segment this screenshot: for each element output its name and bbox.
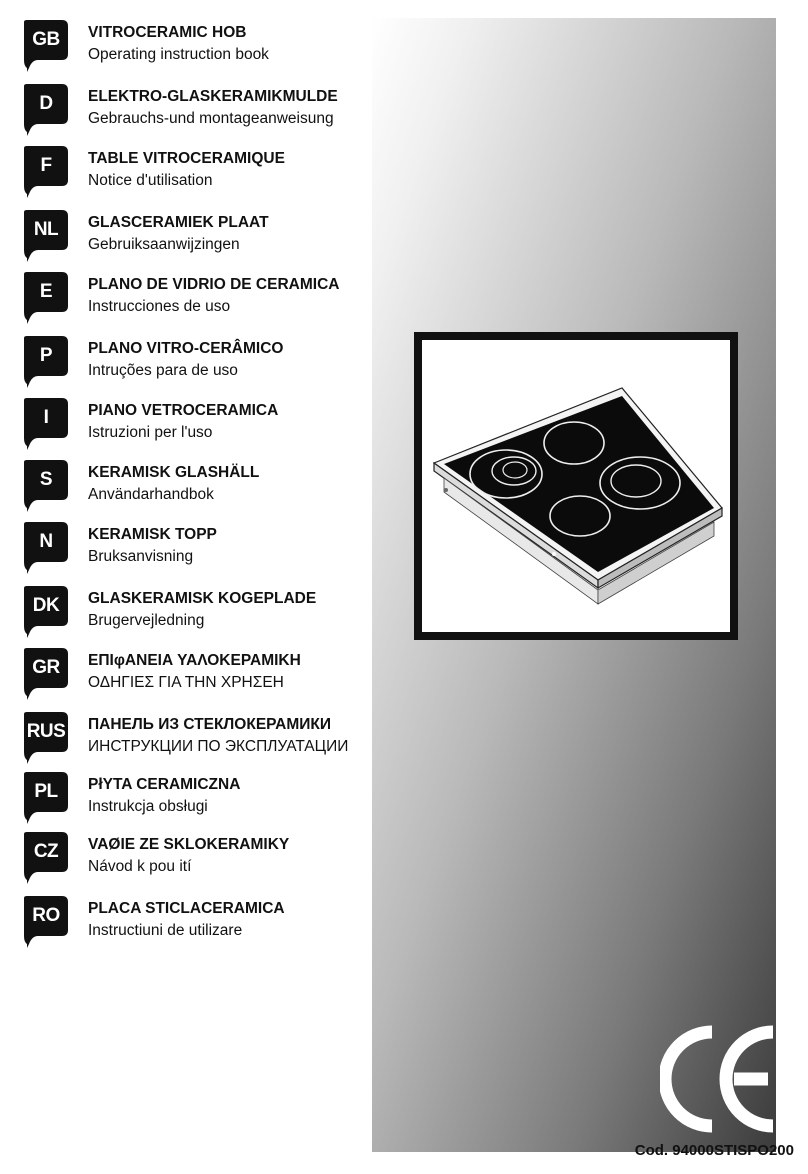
language-subtitle: Instrucciones de uso — [88, 298, 231, 315]
language-tab — [24, 336, 70, 382]
language-entry-e — [24, 270, 384, 326]
language-entry-f — [24, 144, 384, 200]
language-subtitle: ΟΔΗΓΙΕΣ ΓΙΑ ΤΗΝ ΧΡΗΣΕΗ — [88, 674, 284, 691]
language-subtitle: ИНСТРУКЦИИ ПО ЭКСПЛУАТАЦИИ — [88, 738, 349, 755]
language-code: DK — [32, 595, 60, 616]
language-title: ELEKTRO-GLASKERAMIKMULDE — [88, 88, 338, 105]
language-code: GB — [32, 29, 60, 50]
language-entry-nl — [24, 208, 384, 264]
language-subtitle: Gebrauchs-und montageanweisung — [88, 110, 334, 127]
language-subtitle: Notice d'utilisation — [88, 172, 213, 189]
language-title: GLASKERAMISK KOGEPLADE — [88, 590, 317, 607]
product-image — [422, 340, 730, 632]
language-tab — [24, 84, 70, 130]
language-subtitle: Gebruiksaanwijzingen — [88, 236, 240, 253]
language-title: GLASCERAMIEK PLAAT — [88, 214, 269, 231]
language-code: F — [40, 155, 52, 176]
language-code: RO — [32, 905, 60, 926]
language-subtitle: Návod k pou ití — [88, 858, 192, 875]
language-code: RUS — [26, 721, 66, 742]
language-tab — [24, 398, 70, 444]
language-entry-pl — [24, 770, 384, 826]
language-subtitle: Instrukcja obsługi — [88, 798, 208, 815]
language-code: PL — [34, 781, 58, 802]
language-title: PLANO DE VIDRIO DE CERAMICA — [88, 276, 340, 293]
language-tab — [24, 648, 70, 694]
language-entry-gb — [24, 18, 384, 74]
language-tab — [24, 460, 70, 506]
language-title: TABLE VITROCERAMIQUE — [88, 150, 285, 167]
language-entry-dk — [24, 584, 384, 640]
language-code: I — [43, 407, 49, 428]
language-tab — [24, 210, 70, 256]
ce-mark-icon — [660, 1024, 780, 1134]
language-entry-n — [24, 520, 384, 576]
language-tab — [24, 20, 70, 66]
language-title: PLANO VITRO-CERÂMICO — [88, 340, 284, 357]
language-entry-p — [24, 334, 384, 390]
language-subtitle: Istruzioni per l'uso — [88, 424, 213, 441]
language-title: KERAMISK TOPP — [88, 526, 217, 543]
language-entry-s — [24, 458, 384, 514]
language-entry-ro — [24, 894, 384, 950]
language-code: S — [39, 469, 53, 490]
language-subtitle: Bruksanvisning — [88, 548, 194, 565]
product-image-frame — [414, 332, 738, 640]
language-subtitle: Brugervejledning — [88, 612, 205, 629]
language-tab — [24, 146, 70, 192]
ceramic-hob-illustration — [422, 340, 730, 632]
language-subtitle: Användarhandbok — [88, 486, 214, 503]
language-tab — [24, 522, 70, 568]
language-entry-i — [24, 396, 384, 452]
document-code: Cod. 94000STISPO200 — [634, 1142, 794, 1159]
language-code: E — [39, 281, 53, 302]
language-tab — [24, 772, 70, 818]
language-title: ПАНЕЛЬ ИЗ СТЕКЛОКЕРАМИКИ — [88, 716, 331, 733]
language-code: CZ — [33, 841, 59, 862]
language-title: PIANO VETROCERAMICA — [88, 402, 279, 419]
language-entry-rus — [24, 710, 384, 766]
language-title: KERAMISK GLASHÄLL — [88, 464, 260, 481]
language-entry-gr — [24, 646, 384, 702]
language-entry-cz — [24, 830, 384, 886]
language-code: GR — [32, 657, 60, 678]
language-entry-d — [24, 82, 384, 138]
language-subtitle: Intruções para de uso — [88, 362, 238, 379]
language-tab — [24, 832, 70, 878]
language-title: PłYTA CERAMICZNA — [88, 776, 241, 793]
language-title: VAØIE ZE SKLOKERAMIKY — [88, 836, 290, 853]
language-tab — [24, 896, 70, 942]
language-title: VITROCERAMIC HOB — [88, 24, 247, 41]
language-subtitle: Instructiuni de utilizare — [88, 922, 243, 939]
language-subtitle: Operating instruction book — [88, 46, 269, 63]
language-code: D — [39, 93, 53, 114]
language-tab — [24, 712, 70, 758]
language-title: PLACA STICLACERAMICA — [88, 900, 285, 917]
language-code: NL — [33, 219, 59, 240]
language-code: N — [39, 531, 53, 552]
language-tab — [24, 272, 70, 318]
language-tab — [24, 586, 70, 632]
language-title: ΕΠΙφΑΝΕΙΑ ΥΑΛΟΚΕΡΑΜΙΚΗ — [88, 652, 301, 669]
language-code: P — [39, 345, 53, 366]
